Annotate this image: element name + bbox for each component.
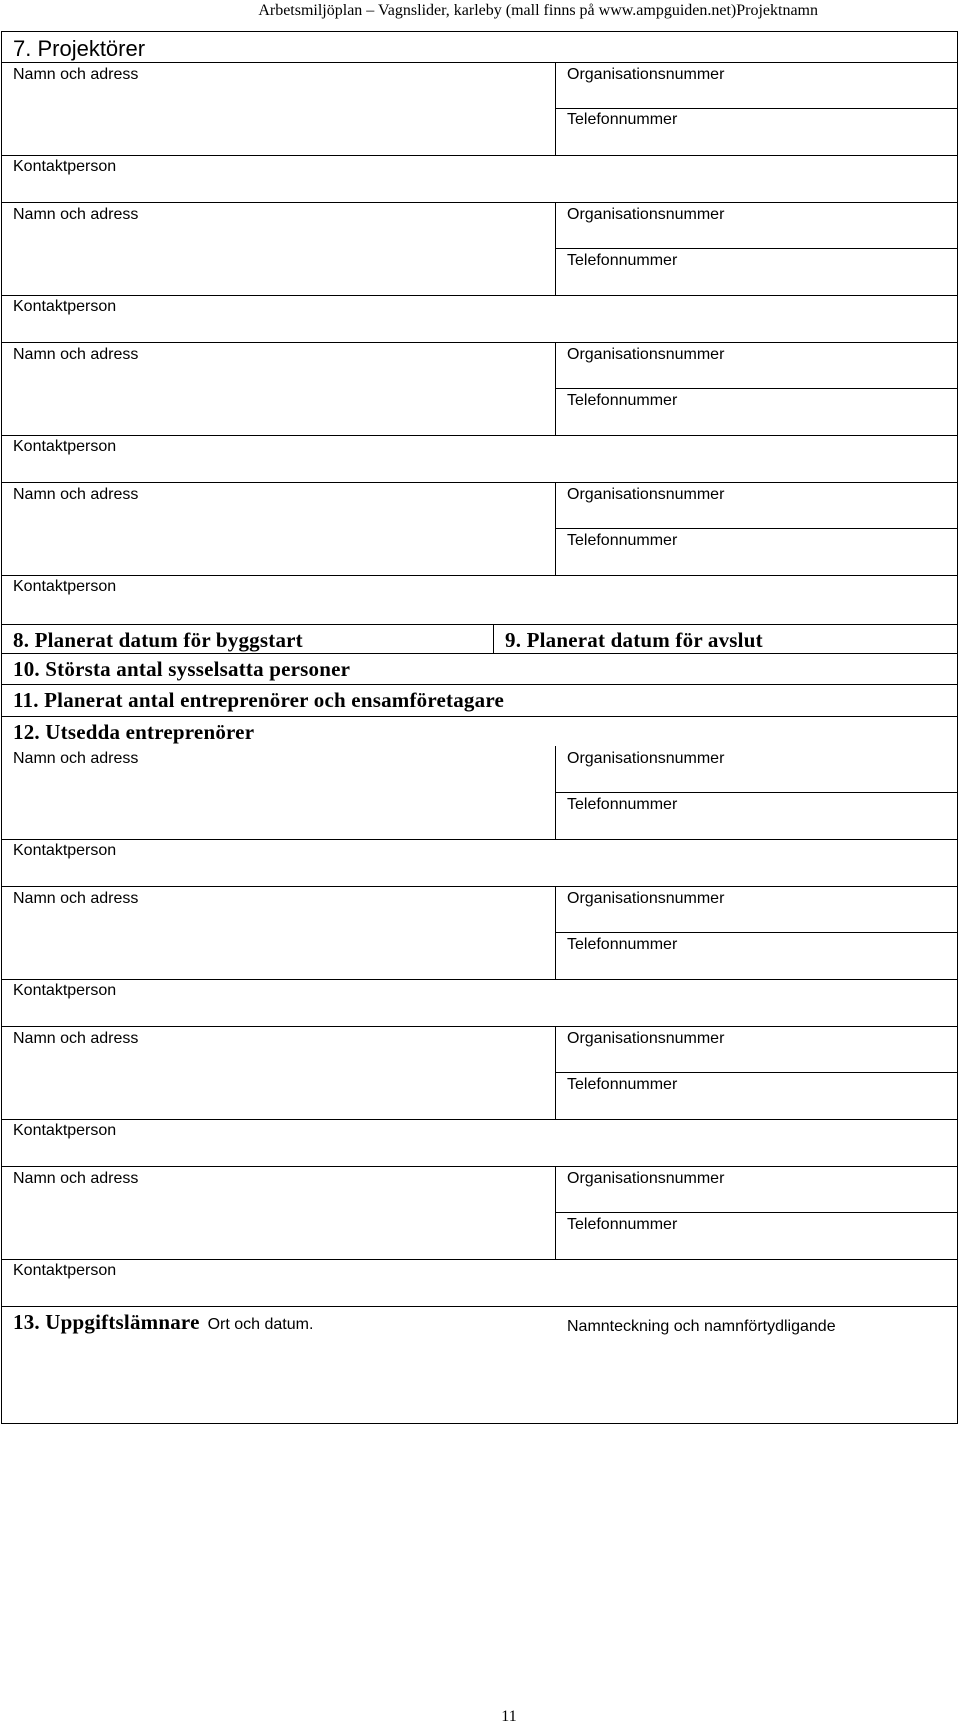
org-number-label[interactable]: Organisationsnummer [567,1030,725,1047]
section-9-title[interactable]: 9. Planerat datum för avslut [505,628,763,652]
divider [1,575,958,576]
column-divider [555,342,556,435]
divider [555,388,958,389]
divider [1,979,958,980]
column-divider [555,1166,556,1259]
frame-left [1,31,2,1424]
divider [555,248,958,249]
divider [1,684,958,685]
contact-person-label[interactable]: Kontaktperson [13,438,117,455]
contact-person-label[interactable]: Kontaktperson [13,298,117,315]
section-13-row [13,1309,313,1335]
divider [1,435,958,436]
org-number-label[interactable]: Organisationsnummer [567,486,725,503]
contact-person-label[interactable]: Kontaktperson [13,1122,117,1139]
section-13-title: 13. Uppgiftslämnare [13,1310,200,1334]
page-header [0,0,960,22]
contact-person-label[interactable]: Kontaktperson [13,158,117,175]
section-12-title: 12. Utsedda entreprenörer [13,720,255,744]
phone-label[interactable]: Telefonnummer [567,1076,678,1093]
org-number-label[interactable]: Organisationsnummer [567,346,725,363]
name-address-label[interactable]: Namn och adress [13,346,139,363]
place-date-label[interactable]: Ort och datum. [207,1316,314,1333]
divider [1,1119,958,1120]
name-address-label[interactable]: Namn och adress [13,486,139,503]
phone-label[interactable]: Telefonnummer [567,252,678,269]
column-divider [555,62,556,155]
divider [555,108,958,109]
divider [1,716,958,717]
divider [1,624,958,625]
phone-label[interactable]: Telefonnummer [567,532,678,549]
contact-person-label[interactable]: Kontaktperson [13,1262,117,1279]
divider [555,528,958,529]
divider [1,886,958,887]
divider [1,482,958,483]
org-number-label[interactable]: Organisationsnummer [567,890,725,907]
name-address-label[interactable]: Namn och adress [13,750,139,767]
name-address-label[interactable]: Namn och adress [13,1030,139,1047]
divider [555,932,958,933]
divider [1,653,958,654]
frame-top [1,31,958,32]
frame-bottom [1,1423,958,1424]
section-7-title: 7. Projektörer [13,36,146,61]
phone-label[interactable]: Telefonnummer [567,796,678,813]
signature-label[interactable]: Namnteckning och namnförtydligande [567,1318,836,1335]
column-divider [555,202,556,295]
phone-label[interactable]: Telefonnummer [567,936,678,953]
divider [1,1306,958,1307]
column-divider [555,482,556,575]
divider [1,1026,958,1027]
divider [555,1212,958,1213]
divider [1,1166,958,1167]
phone-label[interactable]: Telefonnummer [567,1216,678,1233]
divider [1,295,958,296]
contact-person-label[interactable]: Kontaktperson [13,842,117,859]
contact-person-label[interactable]: Kontaktperson [13,578,117,595]
column-divider [555,1026,556,1119]
name-address-label[interactable]: Namn och adress [13,1170,139,1187]
name-address-label[interactable]: Namn och adress [13,66,139,83]
divider [555,792,958,793]
name-address-label[interactable]: Namn och adress [13,206,139,223]
org-number-label[interactable]: Organisationsnummer [567,206,725,223]
column-divider [555,746,556,839]
column-divider [493,624,494,653]
divider [1,62,958,63]
page-number: 11 [501,1708,517,1725]
org-number-label[interactable]: Organisationsnummer [567,750,725,767]
phone-label[interactable]: Telefonnummer [567,111,678,128]
divider [555,1072,958,1073]
divider [1,342,958,343]
frame-right [957,31,958,1424]
divider [1,202,958,203]
name-address-label[interactable]: Namn och adress [13,890,139,907]
org-number-label[interactable]: Organisationsnummer [567,1170,725,1187]
contact-person-label[interactable]: Kontaktperson [13,982,117,999]
column-divider [555,886,556,979]
phone-label[interactable]: Telefonnummer [567,392,678,409]
org-number-label[interactable]: Organisationsnummer [567,66,725,83]
divider [1,839,958,840]
section-11-title[interactable]: 11. Planerat antal entreprenörer och ensamföretagare [13,688,504,712]
divider [1,1259,958,1260]
divider [1,155,958,156]
section-8-title[interactable]: 8. Planerat datum för byggstart [13,628,303,652]
page-header-text: Arbetsmiljöplan – Vagnslider, karleby (mall finns på www.ampguiden.net)Projektnamn [258,2,818,19]
section-10-title[interactable]: 10. Största antal sysselsatta personer [13,657,351,681]
